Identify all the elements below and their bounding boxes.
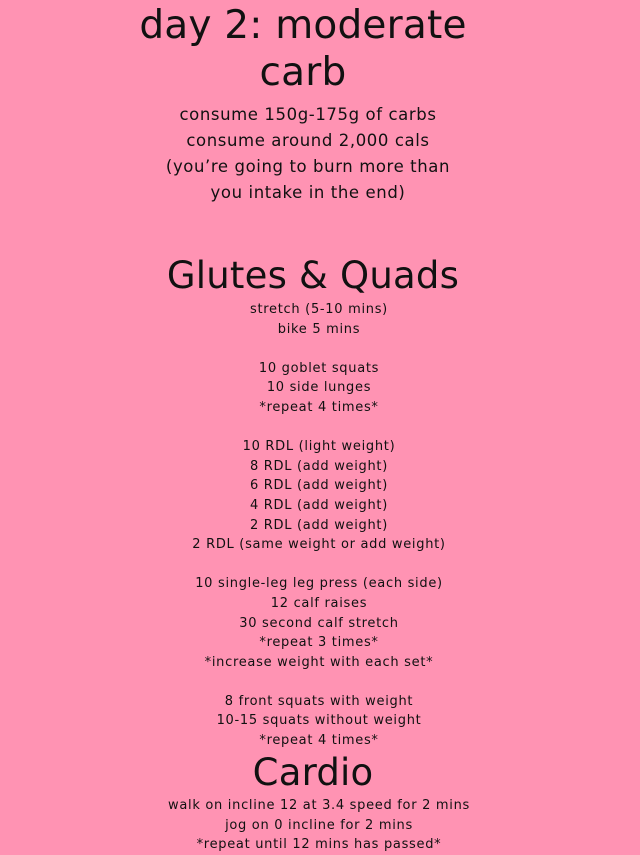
page-title-line-1: day 2: moderate	[139, 3, 467, 48]
exercise-line: 2 RDL (add weight)	[250, 517, 388, 533]
exercise-line: 8 RDL (add weight)	[250, 458, 388, 474]
exercise-line: 8 front squats with weight	[224, 693, 414, 709]
glutes-exercise-list	[0, 300, 638, 751]
exercise-line: *repeat 4 times*	[259, 733, 379, 749]
exercise-line: 6 RDL (add weight)	[250, 478, 388, 494]
glutes-quads-heading: Glutes & Quads	[166, 254, 460, 297]
exercise-line: jog on 0 incline for 2 mins	[225, 817, 413, 833]
exercise-line: *increase weight with each set*	[204, 654, 434, 670]
nutrition-note: you intake in the end)	[210, 183, 406, 202]
exercise-line: 12 calf raises	[270, 595, 368, 611]
exercise-line: 10-15 squats without weight	[216, 713, 422, 729]
exercise-line: 10 single-leg leg press (each side)	[195, 576, 443, 592]
page-title-line-2: carb	[259, 50, 347, 95]
nutrition-note: consume 150g-175g of carbs	[179, 105, 437, 124]
exercise-line: 4 RDL (add weight)	[250, 497, 388, 513]
spacer	[0, 555, 638, 575]
nutrition-note: consume around 2,000 cals	[186, 131, 430, 150]
exercise-line: 30 second calf stretch	[239, 615, 399, 631]
nutrition-notes	[0, 102, 616, 206]
exercise-line: 10 goblet squats	[258, 360, 380, 376]
exercise-line: bike 5 mins	[277, 321, 361, 337]
cardio-exercise-list	[0, 796, 638, 855]
exercise-line: 2 RDL (same weight or add weight)	[192, 537, 446, 553]
exercise-line: *repeat until 12 mins has passed*	[196, 837, 442, 853]
exercise-line: *repeat 3 times*	[259, 635, 379, 651]
spacer	[0, 418, 638, 438]
exercise-line: 10 side lunges	[266, 380, 372, 396]
spacer	[0, 339, 638, 359]
spacer	[0, 672, 638, 692]
cardio-heading: Cardio	[252, 751, 374, 794]
exercise-line: 10 RDL (light weight)	[242, 439, 396, 455]
exercise-line: stretch (5-10 mins)	[250, 302, 388, 317]
nutrition-note: (you’re going to burn more than	[165, 157, 451, 176]
exercise-line: walk on incline 12 at 3.4 speed for 2 mins	[168, 798, 470, 813]
exercise-line: *repeat 4 times*	[259, 399, 379, 415]
